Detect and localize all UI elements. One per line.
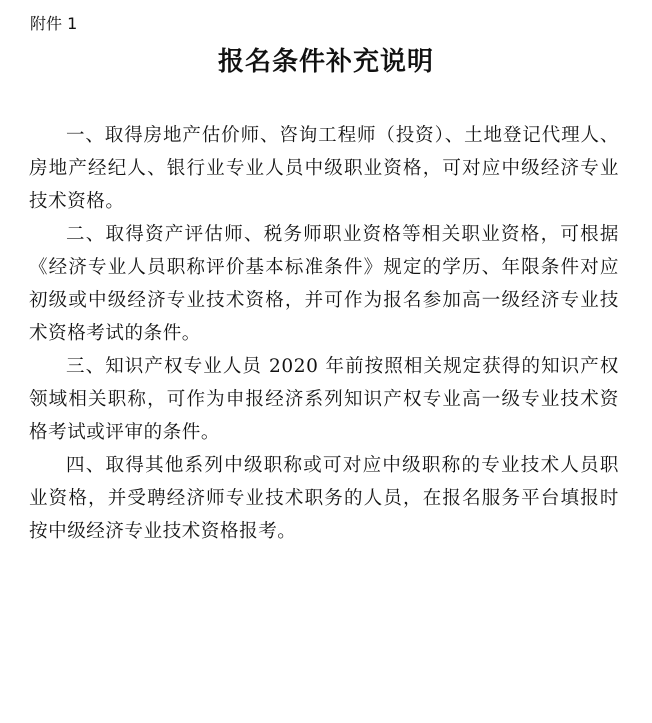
attachment-label: 附件 1 [30, 14, 78, 33]
document-title: 报名条件补充说明 [217, 47, 434, 77]
document-body [29, 119, 619, 548]
paragraph-2: 二、取得资产评估师、税务师职业资格等相关职业资格，可根据《经济专业人员职称评价基本标准条件》规定的学历、年限条件对应初级或中级经济专业技术资格，并可作为报名参加高一级经济专业技术资格考试的条件。 [29, 224, 619, 344]
paragraph-3: 三、知识产权专业人员 2020 年前按照相关规定获得的知识产权领域相关职称，可作为申报经济系列知识产权专业高一级专业技术资格考试或评审的条件。 [29, 356, 619, 443]
paragraph-4: 四、取得其他系列中级职称或可对应中级职称的专业技术人员职业资格，并受聘经济师专业技术职务的人员，在报名服务平台填报时按中级经济专业技术资格报考。 [29, 455, 619, 542]
paragraph-1: 一、取得房地产估价师、咨询工程师（投资）、土地登记代理人、房地产经纪人、银行业专业人员中级职业资格，可对应中级经济专业技术资格。 [29, 125, 619, 212]
